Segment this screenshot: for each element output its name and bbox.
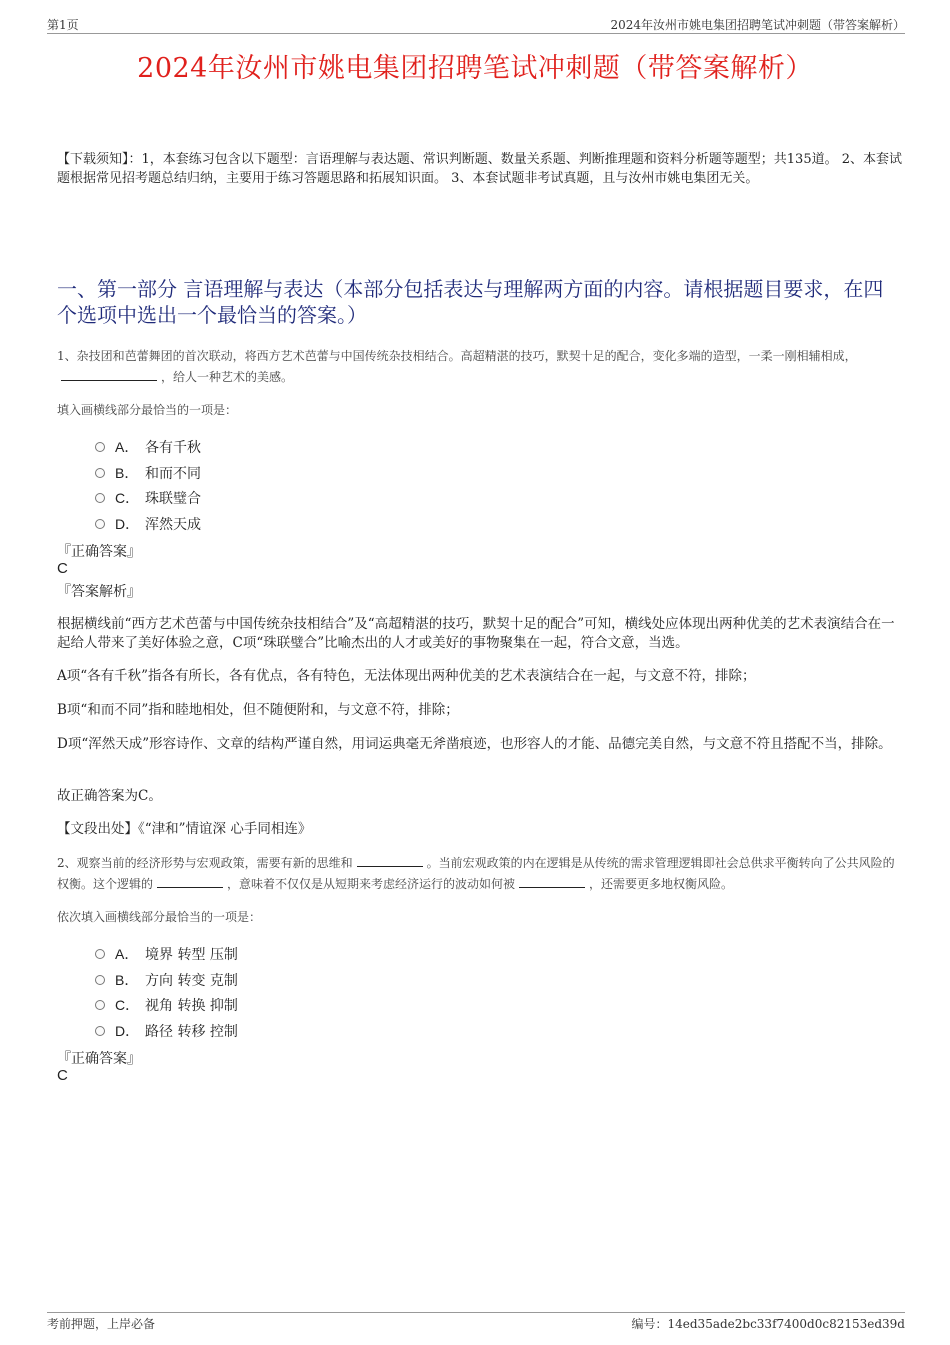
- radio-button[interactable]: [95, 493, 105, 503]
- option-a[interactable]: [95, 434, 495, 460]
- option-letter: A．: [115, 439, 139, 455]
- radio-button[interactable]: [95, 1000, 105, 1010]
- option-letter: C．: [115, 490, 140, 506]
- answer-blank: [519, 874, 585, 888]
- correct-answer-value: C: [57, 1067, 68, 1084]
- question-2-prompt: 依次填入画横线部分最恰当的一项是：: [57, 910, 262, 924]
- analysis-paragraph: A项“各有千秋”指各有所长，各有优点，各有特色，无法体现出两种优美的艺术表演结合在一起，与文意不符，排除；: [57, 668, 756, 684]
- option-text: 境界 转型 压制: [145, 947, 238, 963]
- question-1-stem-text-end: ，给人一种艺术的美感。: [161, 370, 294, 384]
- page-header: [47, 14, 905, 34]
- option-letter: B．: [115, 464, 139, 481]
- question-2-stem-text: ，意味着不仅仅是从短期来考虑经济运行的波动如何被: [227, 877, 516, 891]
- question-1-options: [95, 434, 495, 536]
- download-notice: 【下载须知】：1，本套练习包含以下题型：言语理解与表达题、常识判断题、数量关系题、判断推理题和资料分析题等题型；共135道。 2、本套试题根据常见招考题总结归纳，主要用于练习答题思路和拓展知识面。 3、本套试题非考试真题，且与汝州市姚电集团无关。: [57, 152, 902, 186]
- page-number: 第1页: [47, 18, 79, 32]
- option-b[interactable]: [95, 460, 495, 486]
- final-answer: 故正确答案为C。: [57, 788, 162, 804]
- analysis-paragraph: B项“和而不同”指和睦地相处，但不随便附和，与文意不符，排除；: [57, 702, 459, 718]
- question-2-stem: [57, 853, 902, 895]
- document-title: 2024年汝州市姚电集团招聘笔试冲刺题（带答案解析）: [137, 53, 813, 84]
- radio-button[interactable]: [95, 468, 105, 478]
- option-letter: A．: [115, 946, 139, 962]
- option-letter: D．: [115, 1022, 140, 1039]
- option-b[interactable]: [95, 967, 495, 993]
- question-1-stem-text: 1、杂技团和芭蕾舞团的首次联动，将西方艺术芭蕾与中国传统杂技相结合。高超精湛的技巧，默契十足的配合，变化多端的造型，一柔一刚相辅相成，: [57, 349, 857, 363]
- option-d[interactable]: [95, 511, 495, 537]
- document-id: 编号：14ed35ade2bc33f7400d0c82153ed39d: [631, 1317, 905, 1331]
- option-text: 和而不同: [145, 465, 201, 482]
- option-c[interactable]: [95, 992, 495, 1018]
- question-2-stem-text: ，还需要更多地权衡风险。: [589, 877, 734, 891]
- question-2-stem-text: 。当前宏观政策的内在逻辑是从传统的需求管理逻辑即社会总供求平衡转向了公共风险的权衡。这个逻辑的: [57, 856, 895, 891]
- header-doc-title: 2024年汝州市姚电集团招聘笔试冲刺题（带答案解析）: [610, 18, 905, 32]
- radio-button[interactable]: [95, 975, 105, 985]
- option-a[interactable]: [95, 941, 495, 967]
- analysis-paragraph: 根据横线前“西方艺术芭蕾与中国传统杂技相结合”及“高超精湛的技巧，默契十足的配合”可知，横线处应体现出两种优美的艺术表演结合在一起给人带来了美好体验之意，C项“珠联璧合”比喻杰出的人才或美好的事物聚集在一起，符合文意，当选。: [57, 616, 895, 651]
- answer-blank: [357, 853, 423, 867]
- option-text: 浑然天成: [145, 516, 201, 533]
- option-c[interactable]: [95, 485, 495, 511]
- question-1-stem: [57, 346, 902, 388]
- correct-answer-label: 『正确答案』: [57, 544, 141, 560]
- radio-button[interactable]: [95, 519, 105, 529]
- option-d[interactable]: [95, 1018, 495, 1044]
- analysis-paragraph: D项“浑然天成”形容诗作、文章的结构严谨自然，用词运典毫无斧凿痕迹，也形容人的才能、品德完美自然，与文意不符且搭配不当，排除。: [57, 736, 892, 752]
- question-2-options: [95, 941, 495, 1043]
- question-1-prompt: 填入画横线部分最恰当的一项是：: [57, 403, 238, 417]
- correct-answer-label: 『正确答案』: [57, 1051, 141, 1067]
- radio-button[interactable]: [95, 442, 105, 452]
- option-text: 珠联璧合: [145, 491, 201, 507]
- answer-blank: [61, 367, 157, 381]
- option-letter: C．: [115, 997, 140, 1013]
- page-footer: [47, 1312, 905, 1331]
- option-letter: B．: [115, 971, 139, 988]
- analysis-label: 『答案解析』: [57, 584, 141, 600]
- option-text: 方向 转变 克制: [145, 972, 238, 989]
- source-citation: 【文段出处】《“津和”情谊深 心手同相连》: [57, 821, 312, 837]
- option-letter: D．: [115, 515, 140, 532]
- answer-blank: [157, 874, 223, 888]
- correct-answer-value: C: [57, 560, 68, 577]
- radio-button[interactable]: [95, 1026, 105, 1036]
- section-title: 一、第一部分 言语理解与表达（本部分包括表达与理解两方面的内容。请根据题目要求，在四个选项中选出一个最恰当的答案。）: [57, 277, 884, 327]
- option-text: 视角 转换 抑制: [145, 998, 238, 1014]
- footer-slogan: 考前押题，上岸必备: [47, 1317, 156, 1331]
- option-text: 各有千秋: [145, 440, 201, 456]
- radio-button[interactable]: [95, 949, 105, 959]
- question-2-stem-text: 2、观察当前的经济形势与宏观政策，需要有新的思维和: [57, 856, 353, 870]
- option-text: 路径 转移 控制: [145, 1023, 238, 1040]
